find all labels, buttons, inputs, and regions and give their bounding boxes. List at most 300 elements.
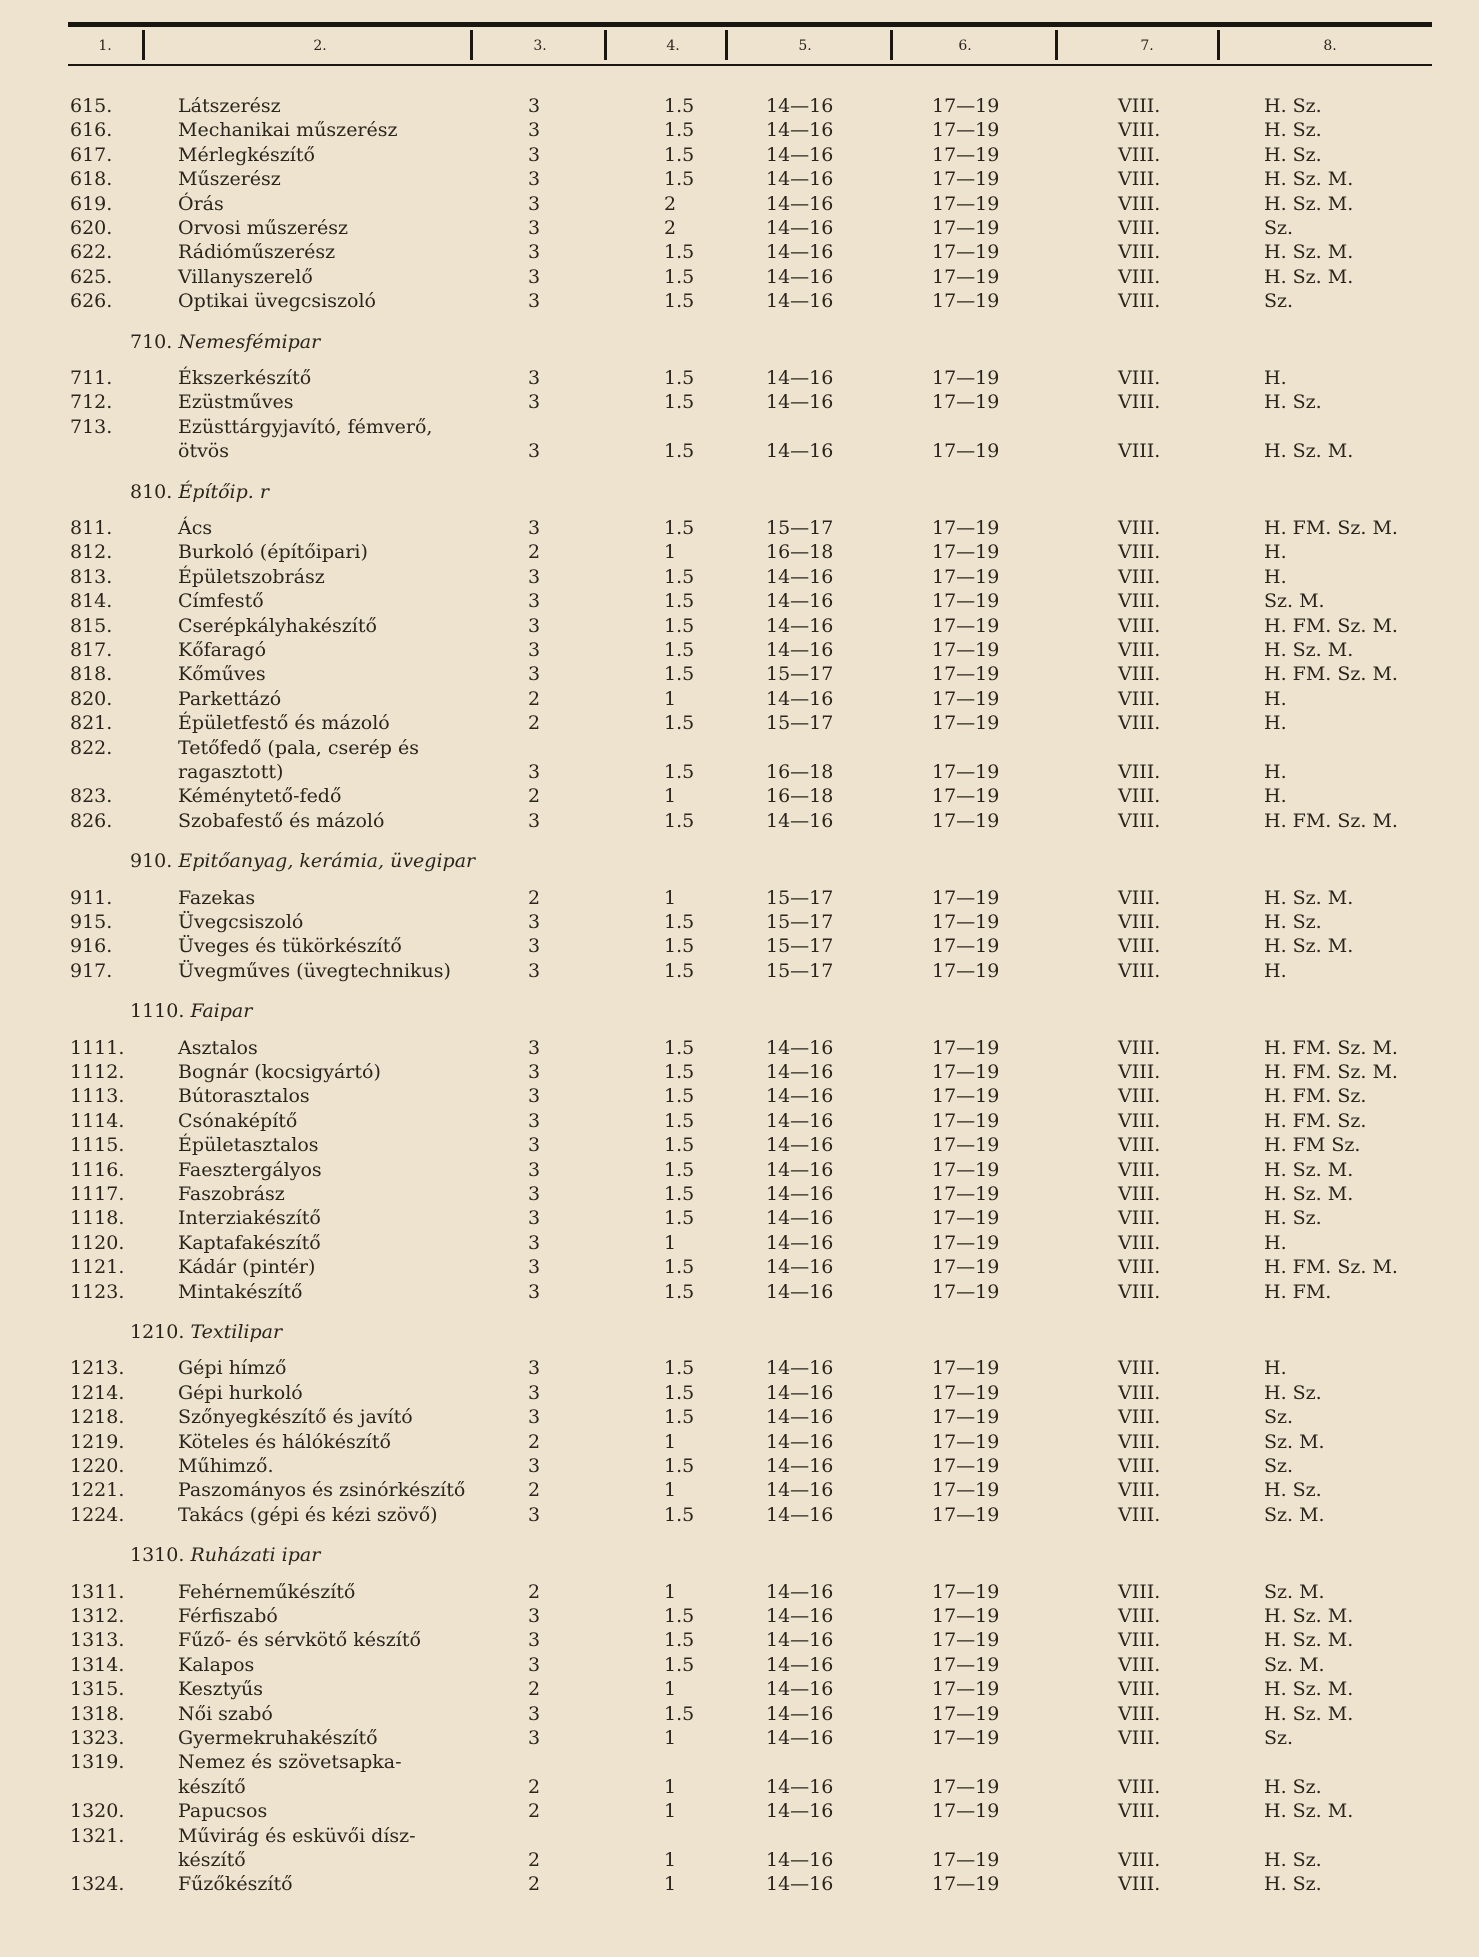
col-8-codes: Sz. M.: [1264, 590, 1325, 612]
col-3-value: 3: [528, 810, 541, 832]
occupation: Épületszobrász: [178, 566, 325, 588]
col-5-hours: 14—16: [766, 1357, 834, 1379]
col-8-codes: H. Sz.: [1264, 144, 1322, 166]
col-5-hours: 15—17: [766, 911, 834, 933]
occupation: Gépi hurkoló: [178, 1382, 303, 1404]
row-number: 1121.: [70, 1256, 125, 1278]
occupation: Kőműves: [178, 663, 266, 685]
col-6-hours: 17—19: [932, 1207, 1000, 1229]
col-5-hours: 14—16: [766, 1605, 834, 1627]
col-7-grade: VIII.: [1118, 1256, 1161, 1278]
col-5-hours: 14—16: [766, 1085, 834, 1107]
occupation: Látszerész: [178, 95, 281, 117]
column-header: 5.: [798, 38, 812, 54]
col-8-codes: H. Sz.: [1264, 1849, 1322, 1871]
col-6-hours: 17—19: [932, 663, 1000, 685]
occupation: Gépi hímző: [178, 1357, 287, 1379]
col-7-grade: VIII.: [1118, 1849, 1161, 1871]
occupation: Parkettázó: [178, 688, 282, 710]
col-4-value: 1: [664, 785, 677, 807]
column-header: 3.: [533, 38, 547, 54]
row-number: 822.: [70, 737, 113, 759]
col-8-codes: H. Sz.: [1264, 1479, 1322, 1501]
col-5-hours: 14—16: [766, 1800, 834, 1822]
table-row: [0, 1454, 1479, 1478]
col-3-value: 3: [528, 1256, 541, 1278]
col-5-hours: 14—16: [766, 566, 834, 588]
col-4-value: 1.5: [664, 1085, 695, 1107]
row-number: 1219.: [70, 1431, 125, 1453]
col-6-hours: 17—19: [932, 1581, 1000, 1603]
col-5-hours: 14—16: [766, 1455, 834, 1477]
table-row: [0, 1503, 1479, 1527]
table-row: [0, 1726, 1479, 1750]
col-7-grade: VIII.: [1118, 1037, 1161, 1059]
table-row: [0, 1653, 1479, 1677]
row-number: 626.: [70, 290, 113, 312]
col-5-hours: 14—16: [766, 1581, 834, 1603]
col-6-hours: 17—19: [932, 1037, 1000, 1059]
occupation: készítő: [178, 1776, 246, 1798]
table-row: [0, 1628, 1479, 1652]
col-8-codes: H. Sz. M.: [1264, 887, 1354, 909]
col-6-hours: 17—19: [932, 1281, 1000, 1303]
table-row: [0, 94, 1479, 118]
col-8-codes: H.: [1264, 761, 1287, 783]
col-7-grade: VIII.: [1118, 266, 1161, 288]
occupation: készítő: [178, 1849, 246, 1871]
col-3-value: 3: [528, 1703, 541, 1725]
col-6-hours: 17—19: [932, 241, 1000, 263]
col-8-codes: H. FM. Sz. M.: [1264, 1061, 1398, 1083]
col-3-value: 2: [528, 1776, 541, 1798]
table-row: [0, 1775, 1479, 1799]
col-5-hours: 14—16: [766, 1110, 834, 1132]
row-number: 1112.: [70, 1061, 125, 1083]
table-row: [0, 167, 1479, 191]
col-8-codes: H. Sz.: [1264, 119, 1322, 141]
occupation: Papucsos: [178, 1800, 268, 1822]
occupation: Paszományos és zsinórkészítő: [178, 1479, 466, 1501]
occupation: Üvegcsiszoló: [178, 911, 304, 933]
col-6-hours: 17—19: [932, 960, 1000, 982]
col-8-codes: Sz.: [1264, 1727, 1294, 1749]
col-7-grade: VIII.: [1118, 1431, 1161, 1453]
col-4-value: 1.5: [664, 1703, 695, 1725]
row-number: 1314.: [70, 1654, 125, 1676]
col-7-grade: VIII.: [1118, 168, 1161, 190]
col-5-hours: 14—16: [766, 95, 834, 117]
col-3-value: 2: [528, 541, 541, 563]
col-4-value: 1.5: [664, 1357, 695, 1379]
col-8-codes: Sz. M.: [1264, 1431, 1325, 1453]
table-row: [0, 1231, 1479, 1255]
occupation: Tetőfedő (pala, cserép és: [178, 737, 419, 759]
occupation: Műhimző.: [178, 1455, 274, 1477]
row-number: 1324.: [70, 1873, 125, 1895]
col-6-hours: 17—19: [932, 590, 1000, 612]
col-7-grade: VIII.: [1118, 1207, 1161, 1229]
table-row: [0, 1430, 1479, 1454]
row-number: 620.: [70, 217, 113, 239]
table-row: [0, 415, 1479, 439]
col-5-hours: 14—16: [766, 590, 834, 612]
section-title: Ruházati ipar: [190, 1544, 321, 1566]
col-5-hours: 15—17: [766, 935, 834, 957]
section-number: 810.: [130, 481, 173, 503]
col-7-grade: VIII.: [1118, 911, 1161, 933]
col-7-grade: VIII.: [1118, 785, 1161, 807]
row-number: 1214.: [70, 1382, 125, 1404]
col-7-grade: VIII.: [1118, 1504, 1161, 1526]
row-number: 811.: [70, 517, 113, 539]
row-number: 1318.: [70, 1703, 125, 1725]
table-top-rule: [68, 22, 1432, 27]
occupation: Kéménytető-fedő: [178, 785, 342, 807]
col-8-codes: H. FM. Sz.: [1264, 1085, 1367, 1107]
col-4-value: 1: [664, 1431, 677, 1453]
col-8-codes: H. Sz. M.: [1264, 1629, 1354, 1651]
section-heading: [130, 1320, 282, 1344]
row-number: 1312.: [70, 1605, 125, 1627]
col-3-value: 3: [528, 761, 541, 783]
col-7-grade: VIII.: [1118, 1159, 1161, 1181]
table-row: [0, 1084, 1479, 1108]
col-3-value: 3: [528, 1134, 541, 1156]
col-6-hours: 17—19: [932, 639, 1000, 661]
col-6-hours: 17—19: [932, 1727, 1000, 1749]
occupation: Kaptafakészítő: [178, 1232, 321, 1254]
col-6-hours: 17—19: [932, 1654, 1000, 1676]
table-row: [0, 886, 1479, 910]
col-5-hours: 14—16: [766, 1873, 834, 1895]
col-6-hours: 17—19: [932, 1085, 1000, 1107]
col-6-hours: 17—19: [932, 1455, 1000, 1477]
col-4-value: 1: [664, 1849, 677, 1871]
col-4-value: 1.5: [664, 810, 695, 832]
col-3-value: 3: [528, 1110, 541, 1132]
col-4-value: 1.5: [664, 1629, 695, 1651]
row-number: 616.: [70, 119, 113, 141]
table-row: [0, 265, 1479, 289]
table-row: [0, 439, 1479, 463]
row-number: 615.: [70, 95, 113, 117]
col-8-codes: H. Sz. M.: [1264, 266, 1354, 288]
col-7-grade: VIII.: [1118, 440, 1161, 462]
col-4-value: 1.5: [664, 241, 695, 263]
occupation: Takács (gépi és kézi szövő): [178, 1504, 438, 1526]
occupation: Csónaképítő: [178, 1110, 298, 1132]
column-header: 4.: [666, 38, 680, 54]
occupation: Optikai üvegcsiszoló: [178, 290, 376, 312]
col-3-value: 3: [528, 241, 541, 263]
col-7-grade: VIII.: [1118, 1061, 1161, 1083]
col-5-hours: 15—17: [766, 887, 834, 909]
col-7-grade: VIII.: [1118, 391, 1161, 413]
row-number: 823.: [70, 785, 113, 807]
col-8-codes: Sz.: [1264, 290, 1294, 312]
table-row: [0, 1478, 1479, 1502]
occupation: Épületfestő és mázoló: [178, 712, 390, 734]
table-row: [0, 540, 1479, 564]
col-5-hours: 14—16: [766, 1678, 834, 1700]
col-7-grade: VIII.: [1118, 761, 1161, 783]
occupation: Művirág és esküvői dísz-: [178, 1825, 416, 1847]
occupation: Faszobrász: [178, 1183, 285, 1205]
row-number: 1120.: [70, 1232, 125, 1254]
col-8-codes: H. FM.: [1264, 1281, 1332, 1303]
col-7-grade: VIII.: [1118, 590, 1161, 612]
col-3-value: 2: [528, 1581, 541, 1603]
col-5-hours: 14—16: [766, 217, 834, 239]
col-3-value: 2: [528, 1479, 541, 1501]
row-number: 1221.: [70, 1479, 125, 1501]
col-7-grade: VIII.: [1118, 935, 1161, 957]
col-4-value: 1: [664, 1873, 677, 1895]
col-5-hours: 14—16: [766, 144, 834, 166]
row-number: 1116.: [70, 1159, 125, 1181]
col-7-grade: VIII.: [1118, 1654, 1161, 1676]
col-3-value: 3: [528, 1159, 541, 1181]
occupation: Női szabó: [178, 1703, 273, 1725]
col-8-codes: H.: [1264, 1357, 1287, 1379]
row-number: 1321.: [70, 1825, 125, 1847]
table-row: [0, 910, 1479, 934]
col-6-hours: 17—19: [932, 1678, 1000, 1700]
col-4-value: 1.5: [664, 1382, 695, 1404]
col-5-hours: 14—16: [766, 1431, 834, 1453]
col-4-value: 1.5: [664, 911, 695, 933]
col-6-hours: 17—19: [932, 1061, 1000, 1083]
occupation: Interziakészítő: [178, 1207, 321, 1229]
col-5-hours: 14—16: [766, 1207, 834, 1229]
col-4-value: 1.5: [664, 266, 695, 288]
col-5-hours: 15—17: [766, 712, 834, 734]
col-8-codes: H. Sz.: [1264, 911, 1322, 933]
occupation: Műszerész: [178, 168, 281, 190]
col-5-hours: 14—16: [766, 1159, 834, 1181]
row-number: 1118.: [70, 1207, 125, 1229]
col-4-value: 1.5: [664, 290, 695, 312]
col-6-hours: 17—19: [932, 541, 1000, 563]
col-3-value: 3: [528, 1504, 541, 1526]
col-6-hours: 17—19: [932, 688, 1000, 710]
col-3-value: 3: [528, 1183, 541, 1205]
col-4-value: 1.5: [664, 615, 695, 637]
col-8-codes: H. FM. Sz. M.: [1264, 810, 1398, 832]
col-6-hours: 17—19: [932, 712, 1000, 734]
col-4-value: 1.5: [664, 935, 695, 957]
col-8-codes: H.: [1264, 541, 1287, 563]
table-row: [0, 565, 1479, 589]
table-row: [0, 1280, 1479, 1304]
occupation: Ezüsttárgyjavító, fémverő,: [178, 416, 433, 438]
col-5-hours: 14—16: [766, 1037, 834, 1059]
col-4-value: 1: [664, 541, 677, 563]
col-3-value: 3: [528, 1357, 541, 1379]
occupation: Kalapos: [178, 1654, 255, 1676]
col-5-hours: 14—16: [766, 1727, 834, 1749]
col-5-hours: 16—18: [766, 761, 834, 783]
col-8-codes: H.: [1264, 785, 1287, 807]
col-3-value: 2: [528, 1431, 541, 1453]
table-header-rule: [68, 64, 1432, 66]
col-8-codes: H.: [1264, 712, 1287, 734]
col-3-value: 3: [528, 367, 541, 389]
col-5-hours: 14—16: [766, 1232, 834, 1254]
row-number: 1320.: [70, 1800, 125, 1822]
table-row: [0, 1824, 1479, 1848]
col-5-hours: 14—16: [766, 1849, 834, 1871]
row-number: 1224.: [70, 1504, 125, 1526]
col-5-hours: 14—16: [766, 193, 834, 215]
occupation: Asztalos: [178, 1037, 258, 1059]
col-3-value: 3: [528, 1455, 541, 1477]
col-6-hours: 17—19: [932, 367, 1000, 389]
col-5-hours: 14—16: [766, 168, 834, 190]
col-6-hours: 17—19: [932, 1406, 1000, 1428]
table-row: [0, 1702, 1479, 1726]
col-3-value: 3: [528, 1037, 541, 1059]
row-number: 1218.: [70, 1406, 125, 1428]
row-number: 911.: [70, 887, 113, 909]
col-5-hours: 14—16: [766, 241, 834, 263]
col-6-hours: 17—19: [932, 1382, 1000, 1404]
col-8-codes: Sz.: [1264, 217, 1294, 239]
col-5-hours: 14—16: [766, 1061, 834, 1083]
col-5-hours: 14—16: [766, 688, 834, 710]
col-4-value: 1.5: [664, 168, 695, 190]
row-number: 1117.: [70, 1183, 125, 1205]
col-3-value: 3: [528, 144, 541, 166]
occupation: Címfestő: [178, 590, 264, 612]
row-number: 1111.: [70, 1037, 125, 1059]
col-8-codes: H. Sz. M.: [1264, 241, 1354, 263]
col-6-hours: 17—19: [932, 810, 1000, 832]
col-4-value: 1.5: [664, 391, 695, 413]
row-number: 625.: [70, 266, 113, 288]
table-row: [0, 711, 1479, 735]
col-5-hours: 14—16: [766, 1183, 834, 1205]
section-number: 1310.: [130, 1544, 185, 1566]
occupation: Faesztergályos: [178, 1159, 322, 1181]
row-number: 1114.: [70, 1110, 125, 1132]
col-7-grade: VIII.: [1118, 1605, 1161, 1627]
occupation: Cserépkályhakészítő: [178, 615, 377, 637]
col-6-hours: 17—19: [932, 1800, 1000, 1822]
column-divider: [470, 30, 473, 60]
section-title: Építőip. r: [178, 481, 269, 503]
row-number: 618.: [70, 168, 113, 190]
occupation: Férfiszabó: [178, 1605, 278, 1627]
col-8-codes: H. Sz. M.: [1264, 1703, 1354, 1725]
col-8-codes: H. FM. Sz.: [1264, 1110, 1367, 1132]
col-5-hours: 14—16: [766, 1776, 834, 1798]
col-6-hours: 17—19: [932, 1134, 1000, 1156]
col-5-hours: 14—16: [766, 1479, 834, 1501]
section-title: Epitőanyag, kerámia, üvegipar: [178, 850, 476, 872]
col-6-hours: 17—19: [932, 1605, 1000, 1627]
col-4-value: 1.5: [664, 1061, 695, 1083]
column-header: 2.: [313, 38, 327, 54]
col-4-value: 1.5: [664, 1504, 695, 1526]
col-7-grade: VIII.: [1118, 517, 1161, 539]
col-5-hours: 14—16: [766, 440, 834, 462]
table-row: [0, 1133, 1479, 1157]
section-heading: [130, 1543, 320, 1567]
occupation: Orvosi műszerész: [178, 217, 349, 239]
col-6-hours: 17—19: [932, 217, 1000, 239]
row-number: 821.: [70, 712, 113, 734]
col-5-hours: 14—16: [766, 1654, 834, 1676]
col-3-value: 2: [528, 785, 541, 807]
col-8-codes: H. Sz.: [1264, 1207, 1322, 1229]
col-7-grade: VIII.: [1118, 1776, 1161, 1798]
col-4-value: 1: [664, 1678, 677, 1700]
col-7-grade: VIII.: [1118, 639, 1161, 661]
col-3-value: 3: [528, 1406, 541, 1428]
col-6-hours: 17—19: [932, 1183, 1000, 1205]
col-6-hours: 17—19: [932, 144, 1000, 166]
col-5-hours: 14—16: [766, 391, 834, 413]
column-header: 1.: [98, 38, 112, 54]
col-7-grade: VIII.: [1118, 1281, 1161, 1303]
occupation: Fehérneműkészítő: [178, 1581, 356, 1603]
occupation: Ezüstműves: [178, 391, 294, 413]
col-7-grade: VIII.: [1118, 1581, 1161, 1603]
row-number: 1123.: [70, 1281, 125, 1303]
column-divider: [1217, 30, 1220, 60]
section-number: 1210.: [130, 1321, 185, 1343]
col-8-codes: H. Sz. M.: [1264, 1159, 1354, 1181]
occupation: ragasztott): [178, 761, 284, 783]
col-8-codes: H. Sz. M.: [1264, 1800, 1354, 1822]
column-divider: [1055, 30, 1058, 60]
col-5-hours: 14—16: [766, 119, 834, 141]
col-6-hours: 17—19: [932, 911, 1000, 933]
col-7-grade: VIII.: [1118, 1357, 1161, 1379]
table-row: [0, 216, 1479, 240]
col-5-hours: 14—16: [766, 1629, 834, 1651]
col-4-value: 1: [664, 1800, 677, 1822]
col-5-hours: 14—16: [766, 1504, 834, 1526]
table-row: [0, 366, 1479, 390]
table-row: [0, 192, 1479, 216]
col-6-hours: 17—19: [932, 1159, 1000, 1181]
col-8-codes: H. Sz.: [1264, 1776, 1322, 1798]
col-8-codes: H. Sz. M.: [1264, 639, 1354, 661]
table-row: [0, 1381, 1479, 1405]
col-4-value: 1: [664, 1727, 677, 1749]
col-4-value: 1.5: [664, 1406, 695, 1428]
section-title: Faipar: [190, 1000, 253, 1022]
col-8-codes: H. Sz. M.: [1264, 193, 1354, 215]
occupation: Ács: [178, 517, 213, 539]
col-4-value: 1.5: [664, 1159, 695, 1181]
col-4-value: 1.5: [664, 1654, 695, 1676]
table-row: [0, 760, 1479, 784]
col-8-codes: Sz.: [1264, 1455, 1294, 1477]
col-8-codes: H. Sz.: [1264, 1382, 1322, 1404]
col-6-hours: 17—19: [932, 761, 1000, 783]
table-row: [0, 589, 1479, 613]
col-4-value: 2: [664, 193, 677, 215]
col-7-grade: VIII.: [1118, 1629, 1161, 1651]
col-4-value: 1.5: [664, 517, 695, 539]
col-4-value: 1: [664, 1232, 677, 1254]
col-3-value: 3: [528, 1232, 541, 1254]
col-4-value: 1.5: [664, 1110, 695, 1132]
